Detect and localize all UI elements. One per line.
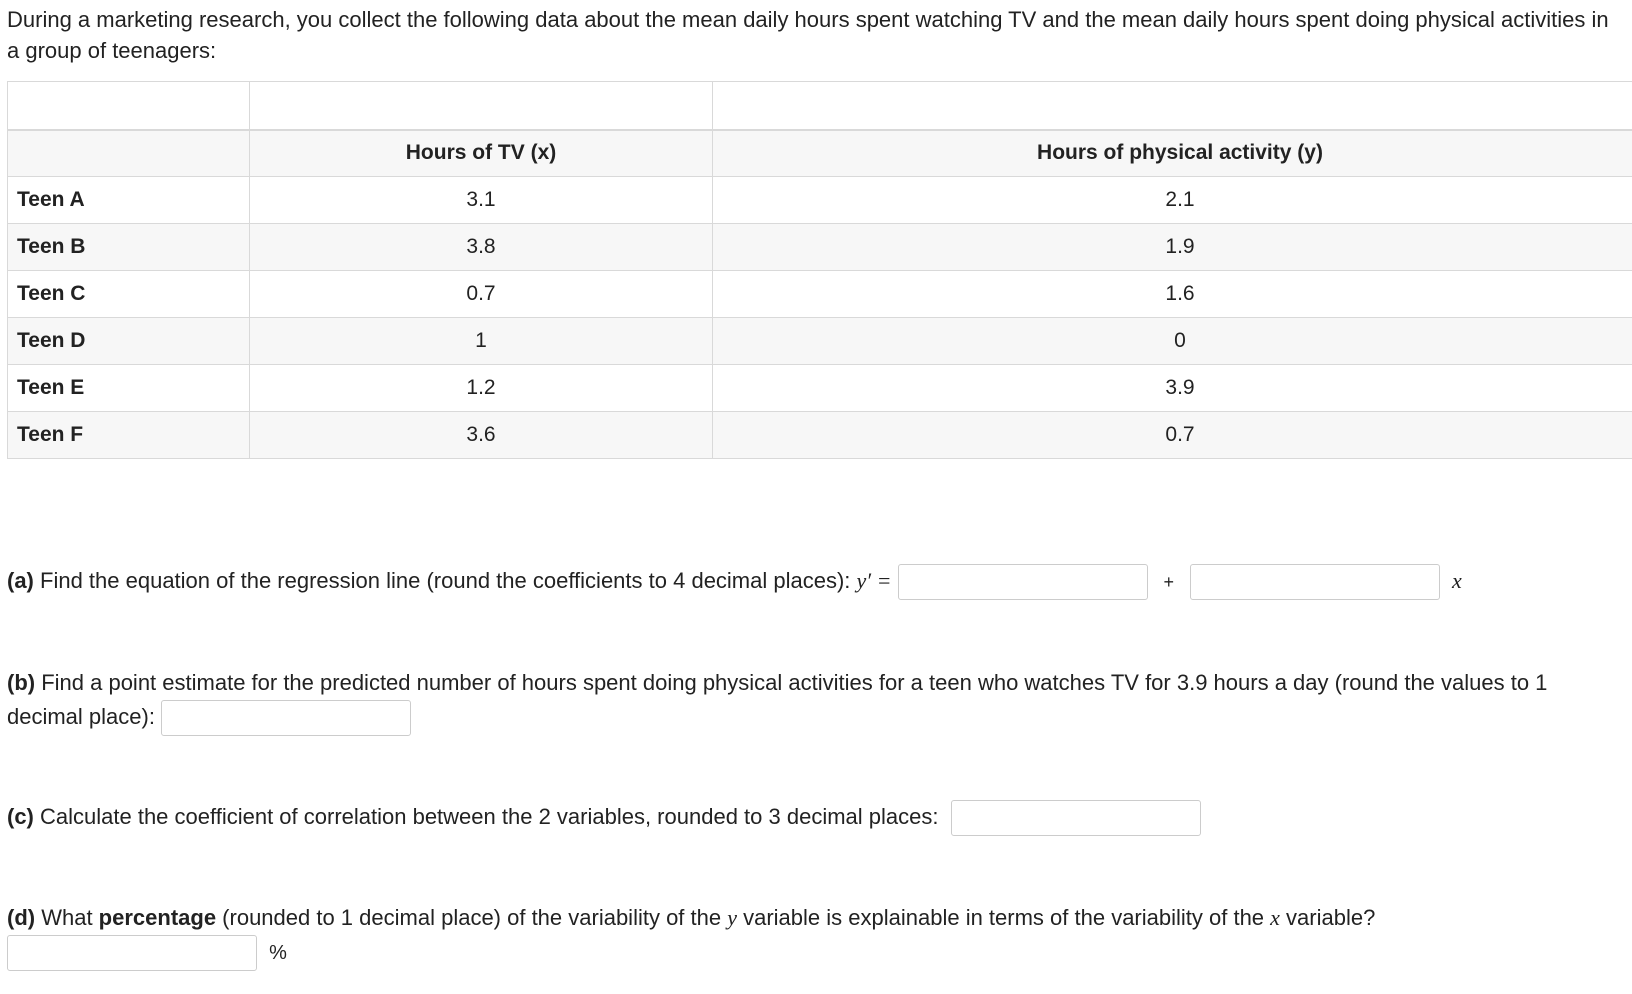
question-c — [7, 800, 1201, 836]
cell-y: 2.1 — [713, 177, 1632, 224]
data-table — [7, 81, 1632, 459]
percent-unit: % — [269, 942, 287, 964]
table-cell — [250, 82, 713, 130]
table-header-corner — [8, 130, 250, 177]
cell-x: 1.2 — [250, 365, 713, 412]
plus-sign: + — [1163, 572, 1174, 593]
question-d-text-4: variable? — [1279, 905, 1376, 930]
row-label: Teen D — [8, 318, 250, 365]
table-blank-row — [8, 82, 1632, 130]
cell-x: 3.6 — [250, 412, 713, 459]
correlation-input[interactable] — [951, 800, 1201, 836]
row-label: Teen F — [8, 412, 250, 459]
row-label: Teen E — [8, 365, 250, 412]
cell-x: 3.1 — [250, 177, 713, 224]
row-label: Teen B — [8, 224, 250, 271]
question-d-y-var: y — [727, 905, 737, 930]
row-label: Teen A — [8, 177, 250, 224]
table-row — [8, 177, 1632, 224]
question-a — [7, 564, 1462, 600]
cell-x: 3.8 — [250, 224, 713, 271]
cell-y: 3.9 — [713, 365, 1632, 412]
problem-intro: During a marketing research, you collect the following data about the mean daily hours spent watching TV and the mean daily hours spent doing physical activities in a group of teenagers: — [7, 7, 1609, 63]
question-d-x-var: x — [1270, 905, 1280, 930]
cell-x: 1 — [250, 318, 713, 365]
table-cell — [8, 82, 250, 130]
question-b — [7, 666, 1617, 736]
row-label: Teen C — [8, 271, 250, 318]
x-variable-label: x — [1451, 568, 1462, 593]
cell-y: 0 — [713, 318, 1632, 365]
cell-y: 1.6 — [713, 271, 1632, 318]
table-cell — [713, 82, 1632, 130]
table-header-y: Hours of physical activity (y) — [713, 130, 1632, 177]
question-c-tag: (c) — [7, 804, 34, 829]
cell-y: 0.7 — [713, 412, 1632, 459]
table-row — [8, 224, 1632, 271]
percentage-input[interactable] — [7, 935, 257, 971]
point-estimate-input[interactable] — [161, 700, 411, 736]
table-row — [8, 271, 1632, 318]
question-d — [7, 901, 1617, 971]
table-header-row — [8, 130, 1632, 177]
question-d-text-1: What — [35, 905, 99, 930]
question-b-text: Find a point estimate for the predicted number of hours spent doing physical activities for a teen who watches TV for 3.9 hours a day (round the values to 1 decimal place): — [7, 670, 1548, 729]
cell-y: 1.9 — [713, 224, 1632, 271]
table-row — [8, 412, 1632, 459]
question-d-text-3: variable is explainable in terms of the variability of the — [737, 905, 1271, 930]
question-c-text: Calculate the coefficient of correlation between the 2 variables, rounded to 3 decimal places: — [33, 804, 939, 829]
question-d-text-2: (rounded to 1 decimal place) of the variability of the — [216, 905, 728, 930]
question-a-lhs: y′ = — [856, 568, 892, 593]
table-header-x: Hours of TV (x) — [250, 130, 713, 177]
question-b-tag: (b) — [7, 670, 36, 695]
question-d-tag: (d) — [7, 905, 36, 930]
question-d-bold-word: percentage — [98, 905, 217, 930]
question-a-tag: (a) — [7, 568, 34, 593]
table-row — [8, 365, 1632, 412]
question-a-text: Find the equation of the regression line (round the coefficients to 4 decimal places): — [33, 568, 857, 593]
slope-input[interactable] — [1190, 564, 1440, 600]
table-row — [8, 318, 1632, 365]
intercept-input[interactable] — [898, 564, 1148, 600]
cell-x: 0.7 — [250, 271, 713, 318]
